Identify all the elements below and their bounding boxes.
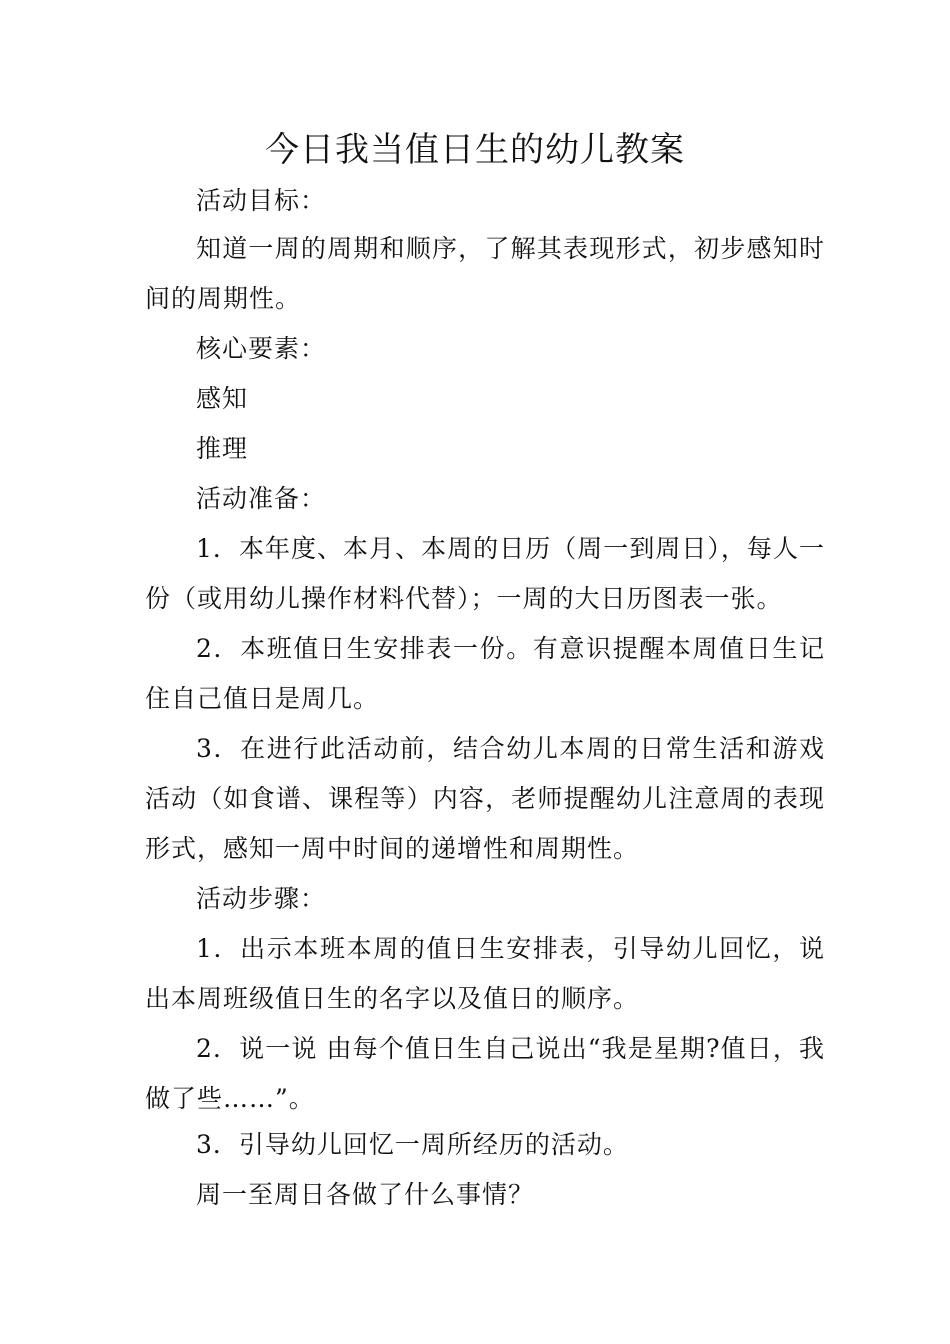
paragraph-core-element-reasoning: 推理 [196,434,249,463]
paragraph-preparation-item-3: 3．在进行此活动前，结合幼儿本周的日常生活和游戏活动（如食谱、课程等）内容，老师提醒幼儿注意周的表现形式，感知一周中时间的递增性和周期性。 [145,734,825,863]
paragraph-core-elements-heading: 核心要素： [196,334,327,363]
paragraph-preparation-heading: 活动准备： [196,484,327,513]
paragraph-activity-goal-text: 知道一周的周期和顺序，了解其表现形式，初步感知时间的周期性。 [145,234,825,313]
paragraph-preparation-item-1: 1．本年度、本月、本周的日历（周一到周日），每人一份（或用幼儿操作材料代替）；一周的大日历图表一张。 [145,534,825,613]
paragraph-step-2: 2．说一说 由每个值日生自己说出“我是星期?值日，我做了些……”。 [145,1034,825,1113]
paragraph-activity-goal-heading: 活动目标： [196,186,327,215]
paragraph-steps-heading: 活动步骤： [196,884,327,913]
paragraph-preparation-item-2: 2．本班值日生安排表一份。有意识提醒本周值日生记住自己值日是周几。 [145,634,825,713]
paragraph-core-element-perception: 感知 [196,384,249,413]
paragraph-step-1: 1．出示本班本周的值日生安排表，引导幼儿回忆，说出本周班级值日生的名字以及值日的顺序。 [145,934,825,1013]
paragraph-question: 周一至周日各做了什么事情？ [196,1180,535,1209]
paragraph-step-3: 3．引导幼儿回忆一周所经历的活动。 [196,1130,629,1159]
document-title: 今日我当值日生的幼儿教案 [265,130,685,170]
